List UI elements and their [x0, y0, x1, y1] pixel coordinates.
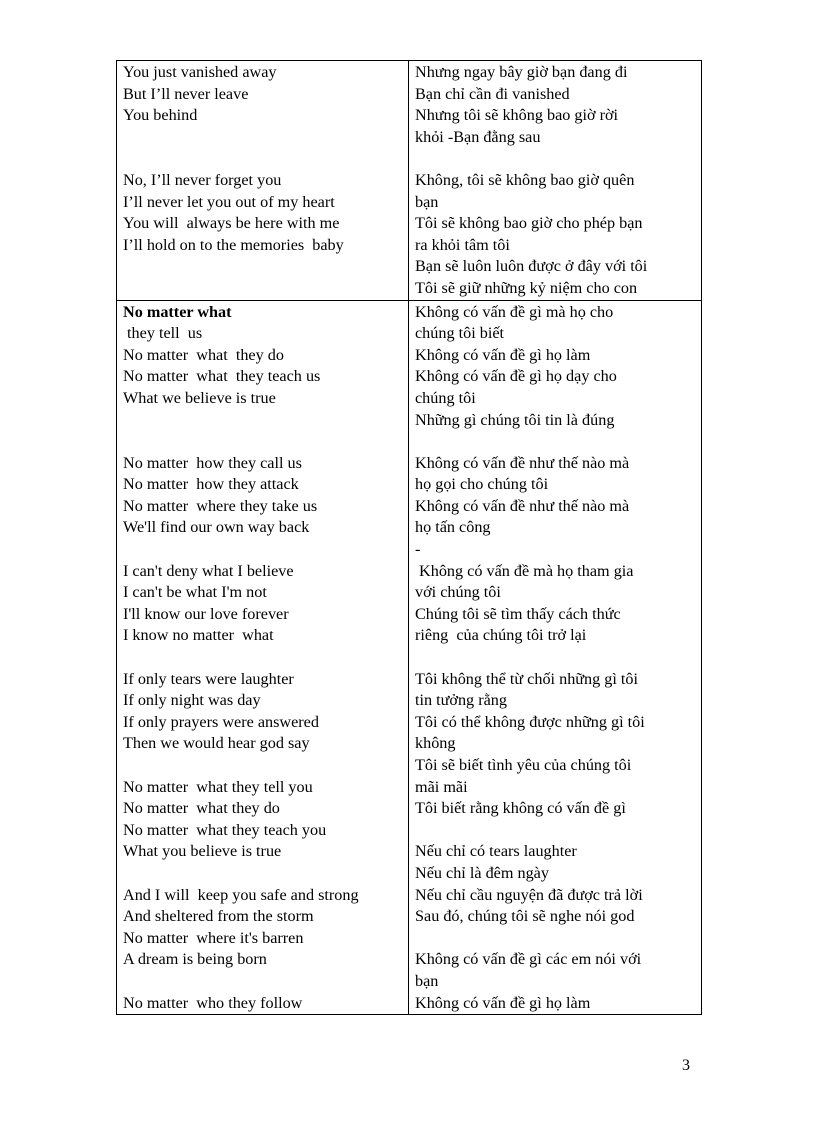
english-lyric-line: Then we would hear god say — [123, 734, 310, 753]
vietnamese-lyric-line: ra khỏi tâm tôi — [415, 235, 510, 254]
english-lyric-line: But I’ll never leave — [123, 84, 249, 103]
english-lyric-line — [123, 755, 404, 777]
vietnamese-lyric-line: họ tấn công — [415, 518, 491, 537]
vietnamese-lyric-line: riêng của chúng tôi trở lại — [415, 626, 587, 645]
english-lyric-line: No matter how they call us — [123, 453, 302, 472]
english-lyric-line: they tell us — [123, 324, 203, 343]
vietnamese-lyric-line: Nhưng tôi sẽ không bao giờ rời — [415, 106, 619, 125]
english-lyric-line: No matter where they take us — [123, 496, 318, 515]
english-lyric-line — [123, 256, 404, 278]
vietnamese-lyric-line: Chúng tôi sẽ tìm thấy cách thức — [415, 604, 621, 623]
english-lyric-line: You behind — [123, 106, 198, 125]
english-lyric-line: If only tears were laughter — [123, 669, 294, 688]
vietnamese-lyric-line — [415, 647, 697, 669]
vietnamese-lyric-line: chúng tôi biết — [415, 324, 505, 343]
english-lyric-line: A dream is being born — [123, 950, 267, 969]
english-lyric-line — [123, 539, 404, 561]
english-lyric-line: You just vanished away — [123, 63, 277, 81]
english-lyric-line: No matter how they attack — [123, 475, 299, 494]
vietnamese-lyric-line: Không có vấn đề gì các em nói với — [415, 950, 642, 969]
vietnamese-lyric-line: Tôi biết rằng không có vấn đề gì — [415, 799, 626, 818]
vietnamese-lyric-line: Tôi sẽ biết tình yêu của chúng tôi — [415, 756, 632, 774]
english-lyric-line — [123, 971, 404, 993]
english-lyric-line: I’ll hold on to the memories baby — [123, 235, 344, 254]
page-number: 3 — [682, 1057, 690, 1074]
english-lyric-line — [123, 127, 404, 149]
vietnamese-lyric-line: không — [415, 734, 456, 753]
vietnamese-translation-cell — [409, 300, 702, 1015]
vietnamese-lyric-line: Không có vấn đề gì mà họ cho — [415, 302, 614, 321]
vietnamese-lyric-line: Không có vấn đề như thế nào mà — [415, 496, 630, 515]
vietnamese-lyric-line — [415, 148, 697, 170]
vietnamese-lyric-line: Những gì chúng tôi tin là đúng — [415, 410, 615, 429]
table-body — [117, 61, 702, 1015]
lyrics-translation-table — [116, 60, 702, 1015]
english-lyric-line: I'll know our love forever — [123, 604, 289, 623]
english-lyric-line: No matter what they teach us — [123, 367, 321, 386]
vietnamese-lyric-line — [415, 820, 697, 842]
vietnamese-lyric-line — [415, 928, 697, 950]
vietnamese-lyric-line — [415, 431, 697, 453]
vietnamese-lyric-line: khỏi -Bạn đằng sau — [415, 127, 541, 146]
vietnamese-lyric-line: Nếu chỉ có tears laughter — [415, 842, 577, 861]
english-lyric-line: No matter where it's barren — [123, 928, 304, 947]
english-lyric-line: And sheltered from the storm — [123, 907, 314, 926]
english-lyrics-cell — [117, 61, 409, 301]
vietnamese-lyric-line: bạn — [415, 192, 439, 211]
english-lyric-line: No matter who they follow — [123, 993, 303, 1012]
english-lyrics-cell — [117, 300, 409, 1015]
english-lyric-line: You will always be here with me — [123, 214, 340, 233]
vietnamese-lyric-line: Tôi có thể không được những gì tôi — [415, 712, 645, 731]
english-lyric-line: No matter what they tell you — [123, 777, 313, 796]
english-lyric-line — [123, 278, 404, 300]
english-lyric-line: No, I’ll never forget you — [123, 170, 282, 189]
english-lyric-line — [123, 148, 404, 170]
vietnamese-lyric-line: Không có vấn đề mà họ tham gia — [415, 561, 634, 580]
table-row — [117, 61, 702, 301]
vietnamese-lyric-line: mãi mãi — [415, 777, 468, 796]
vietnamese-lyric-line: Tôi không thể từ chối những gì tôi — [415, 669, 639, 688]
vietnamese-lyric-line: tin tưởng rằng — [415, 691, 507, 710]
vietnamese-lyric-line: Nhưng ngay bây giờ bạn đang đi — [415, 63, 628, 81]
vietnamese-lyric-line: - — [415, 540, 421, 559]
vietnamese-lyric-line: Không, tôi sẽ không bao giờ quên — [415, 170, 635, 189]
english-lyric-line: What you believe is true — [123, 842, 282, 861]
english-lyric-line: And I will keep you safe and strong — [123, 885, 359, 904]
vietnamese-lyric-line: Nếu chỉ là đêm ngày — [415, 863, 549, 882]
english-lyric-line — [123, 431, 404, 453]
english-lyric-line: No matter what they do — [123, 799, 280, 818]
english-lyric-line: I’ll never let you out of my heart — [123, 192, 335, 211]
vietnamese-lyric-line: bạn — [415, 971, 439, 990]
english-lyric-line: We'll find our own way back — [123, 518, 310, 537]
vietnamese-lyric-line: với chúng tôi — [415, 583, 501, 602]
vietnamese-lyric-line: Không có vấn đề gì họ dạy cho — [415, 367, 617, 386]
english-lyric-line: I can't deny what I believe — [123, 561, 294, 580]
vietnamese-translation-cell — [409, 61, 702, 301]
english-lyric-line: No matter what they do — [123, 345, 284, 364]
vietnamese-lyric-line: Bạn chỉ cần đi vanished — [415, 84, 570, 103]
vietnamese-lyric-line: Bạn sẽ luôn luôn được ở đây với tôi — [415, 257, 648, 276]
english-lyric-line: No matter what — [123, 302, 232, 321]
vietnamese-lyric-line: Tôi sẽ giữ những kỷ niệm cho con — [415, 278, 638, 297]
vietnamese-lyric-line: họ gọi cho chúng tôi — [415, 475, 549, 494]
vietnamese-lyric-line: Không có vấn đề gì họ làm — [415, 345, 591, 364]
vietnamese-lyric-line: Tôi sẽ không bao giờ cho phép bạn — [415, 214, 643, 233]
vietnamese-lyric-line: Nếu chỉ cầu nguyện đã được trả lời — [415, 885, 643, 904]
english-lyric-line — [123, 410, 404, 432]
vietnamese-lyric-line: Sau đó, chúng tôi sẽ nghe nói god — [415, 907, 635, 926]
english-lyric-line: I can't be what I'm not — [123, 583, 267, 602]
english-lyric-line — [123, 863, 404, 885]
vietnamese-lyric-line: chúng tôi — [415, 388, 476, 407]
vietnamese-lyric-line: Không có vấn đề gì họ làm — [415, 993, 591, 1012]
table-row — [117, 300, 702, 1015]
english-lyric-line: If only prayers were answered — [123, 712, 319, 731]
english-lyric-line: What we believe is true — [123, 388, 276, 407]
vietnamese-lyric-line: Không có vấn đề như thế nào mà — [415, 453, 630, 472]
english-lyric-line: If only night was day — [123, 691, 261, 710]
english-lyric-line: No matter what they teach you — [123, 820, 327, 839]
english-lyric-line: I know no matter what — [123, 626, 274, 645]
english-lyric-line — [123, 647, 404, 669]
